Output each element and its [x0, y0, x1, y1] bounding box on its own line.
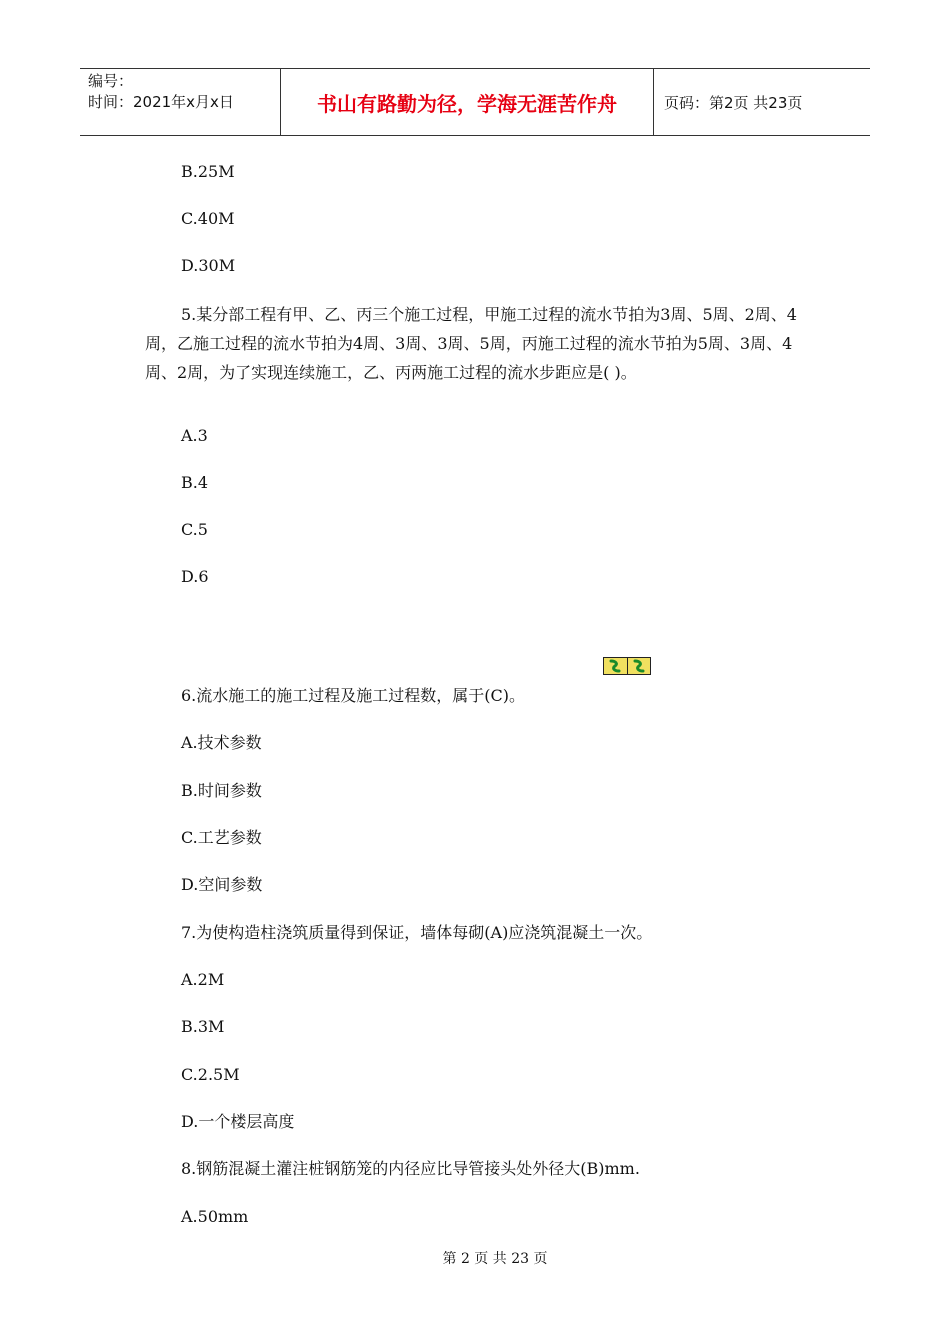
q7-option-a: A.2M — [181, 970, 225, 989]
q7-option-c: C.2.5M — [181, 1065, 240, 1084]
page-footer: 第 2 页 共 23 页 — [442, 1251, 548, 1267]
number-label: 编号： — [88, 72, 134, 90]
q5-option-c: C.5 — [181, 520, 208, 539]
option-d: D.30M — [181, 256, 236, 275]
question-6: 6.流水施工的施工过程及施工过程数，属于(C)。 — [181, 686, 525, 705]
q7-option-b: B.3M — [181, 1017, 225, 1036]
q5-option-a: A.3 — [181, 426, 208, 445]
q5-option-b: B.4 — [181, 473, 209, 492]
q6-option-b: B.时间参数 — [181, 781, 262, 800]
green-swirl-icon — [627, 658, 651, 674]
option-b: B.25M — [181, 162, 235, 181]
decorative-icon-pair — [603, 657, 651, 675]
question-7: 7.为使构造柱浇筑质量得到保证，墙体每砌(A)应浇筑混凝土一次。 — [181, 923, 653, 942]
q7-option-d: D.一个楼层高度 — [181, 1112, 295, 1131]
header-motto: 书山有路勤为径，学海无涯苦作舟 — [281, 69, 654, 135]
question-8: 8.钢筋混凝土灌注桩钢筋笼的内径应比导管接头处外径大(B)mm. — [181, 1159, 640, 1178]
time-label: 时间：2021年x月x日 — [88, 93, 234, 111]
option-c: C.40M — [181, 209, 235, 228]
question-5-text: 5.某分部工程有甲、乙、丙三个施工过程，甲施工过程的流水节拍为3周、5周、2周、4周，乙施工过程的流水节拍为4周、3周、3周、5周，丙施工过程的流水节拍为5周、3周、4周、2周，为了实现连续施工，乙、丙两施工过程的流水步距应是( )。 — [145, 305, 797, 382]
q6-option-c: C.工艺参数 — [181, 828, 262, 847]
q5-option-d: D.6 — [181, 567, 209, 586]
q6-option-d: D.空间参数 — [181, 875, 263, 894]
header-page-info: 页码：第2页 共23页 — [664, 93, 803, 112]
green-swirl-icon — [604, 658, 627, 674]
q6-option-a: A.技术参数 — [181, 733, 262, 752]
page-header — [80, 68, 870, 136]
question-5 — [145, 300, 805, 387]
header-meta — [80, 69, 281, 135]
q8-option-a: A.50mm — [181, 1207, 249, 1226]
